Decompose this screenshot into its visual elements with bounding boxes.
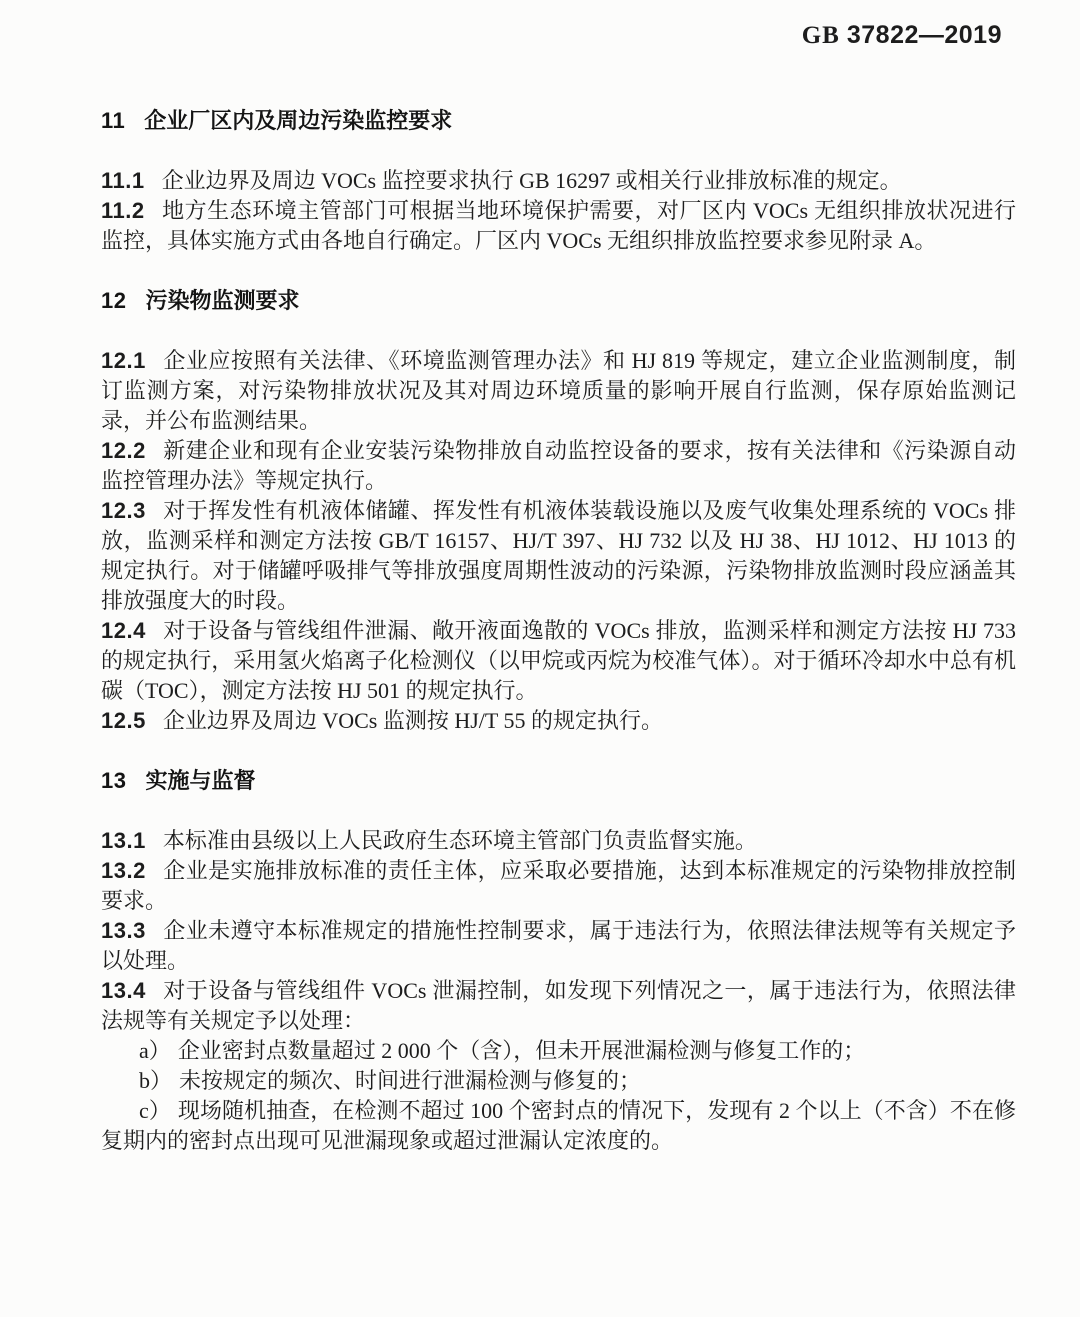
section-13-number: 13: [101, 768, 127, 793]
clause-13-2-text: 企业是实施排放标准的责任主体，应采取必要措施，达到本标准规定的污染物排放控制要求。: [101, 858, 1016, 913]
clause-13-4-number: 13.4: [101, 978, 146, 1003]
subitem-c-text: 现场随机抽查，在检测不超过 100 个密封点的情况下，发现有 2 个以上（不含）不在修复期内的密封点出现可见泄漏现象或超过泄漏认定浓度的。: [101, 1098, 1017, 1153]
subitem-a-text: 企业密封点数量超过 2 000 个（含），但未开展泄漏检测与修复工作的；: [177, 1038, 866, 1063]
clause-11-2-number: 11.2: [101, 198, 145, 223]
clause-12-4-text: 对于设备与管线组件泄漏、敞开液面逸散的 VOCs 排放，监测采样和测定方法按 HJ 733 的规定执行，采用氢火焰离子化检测仪（以甲烷或丙烷为校准气体）。对于循环冷却水中总有机碳（TOC），测定方法按 HJ 501 的规定执行。: [101, 618, 1016, 703]
clause-13-3: [101, 916, 1016, 976]
section-13-title: 实施与监督: [145, 768, 256, 793]
clause-13-3-number: 13.3: [101, 918, 146, 943]
clause-13-1-text: 本标准由县级以上人民政府生态环境主管部门负责监督实施。: [162, 828, 757, 853]
clause-12-3: [101, 496, 1016, 616]
clause-11-2-text: 地方生态环境主管部门可根据当地环境保护需要，对厂区内 VOCs 无组织排放状况进行监控，具体实施方式由各地自行确定。厂区内 VOCs 无组织排放监控要求参见附录 A。: [101, 198, 1016, 253]
clause-11-1-number: 11.1: [101, 168, 145, 193]
clause-12-5-number: 12.5: [101, 708, 146, 733]
subitem-b-label: b）: [139, 1068, 173, 1093]
clause-12-5-text: 企业边界及周边 VOCs 监测按 HJ/T 55 的规定执行。: [162, 708, 663, 733]
section-11-heading: [101, 106, 1016, 136]
clause-12-5: [101, 706, 1016, 736]
subitem-c: [101, 1096, 1016, 1156]
section-12-title: 污染物监测要求: [145, 288, 300, 313]
clause-11-1: [101, 166, 1016, 196]
section-12-heading: [101, 286, 1016, 316]
standard-code-number: 37822—2019: [846, 21, 1002, 49]
clause-11-2: [101, 196, 1016, 256]
subitem-a: [101, 1036, 1016, 1066]
clause-13-1: [101, 826, 1016, 856]
clause-13-2-number: 13.2: [101, 858, 146, 883]
clause-12-2-number: 12.2: [101, 438, 146, 463]
clause-13-1-number: 13.1: [101, 828, 146, 853]
clause-12-4: [101, 616, 1016, 706]
clause-12-3-text: 对于挥发性有机液体储罐、挥发性有机液体装载设施以及废气收集处理系统的 VOCs 排放，监测采样和测定方法按 GB/T 16157、HJ/T 397、HJ 732 以及 HJ 38、HJ 1012、HJ 1013 的规定执行。对于储罐呼吸排气等排放强度周期性波动的污染源，污染物排放监测时段应涵盖其排放强度大的时段。: [101, 498, 1016, 613]
clause-12-2: [101, 436, 1016, 496]
clause-13-4: [101, 976, 1016, 1036]
clause-11-1-text: 企业边界及周边 VOCs 监控要求执行 GB 16297 或相关行业排放标准的规定。: [161, 168, 902, 193]
clause-13-4-text: 对于设备与管线组件 VOCs 泄漏控制，如发现下列情况之一，属于违法行为，依照法律法规等有关规定予以处理：: [101, 978, 1016, 1033]
clause-13-3-text: 企业未遵守本标准规定的措施性控制要求，属于违法行为，依照法律法规等有关规定予以处理。: [101, 918, 1016, 973]
subitem-c-label: c）: [139, 1098, 171, 1123]
section-11-title: 企业厂区内及周边污染监控要求: [144, 108, 453, 133]
clause-12-1: [101, 346, 1016, 436]
section-12-number: 12: [101, 288, 127, 313]
section-11-number: 11: [101, 108, 126, 133]
section-13-heading: [101, 766, 1016, 796]
clause-12-1-text: 企业应按照有关法律、《环境监测管理办法》和 HJ 819 等规定，建立企业监测制度，制订监测方案，对污染物排放状况及其对周边环境质量的影响开展自行监测，保存原始监测记录，并公布监测结果。: [101, 348, 1016, 433]
subitem-b-text: 未按规定的频次、时间进行泄漏检测与修复的；: [179, 1068, 642, 1093]
clause-12-1-number: 12.1: [101, 348, 146, 373]
subitem-b: [101, 1066, 1016, 1096]
subitem-a-label: a）: [139, 1038, 171, 1063]
clause-13-2: [101, 856, 1016, 916]
document-header: [101, 20, 1016, 51]
clause-12-4-number: 12.4: [101, 618, 146, 643]
standard-code-prefix: GB: [801, 22, 840, 49]
clause-12-3-number: 12.3: [101, 498, 146, 523]
clause-12-2-text: 新建企业和现有企业安装污染物排放自动监控设备的要求，按有关法律和《污染源自动监控管理办法》等规定执行。: [101, 438, 1016, 493]
